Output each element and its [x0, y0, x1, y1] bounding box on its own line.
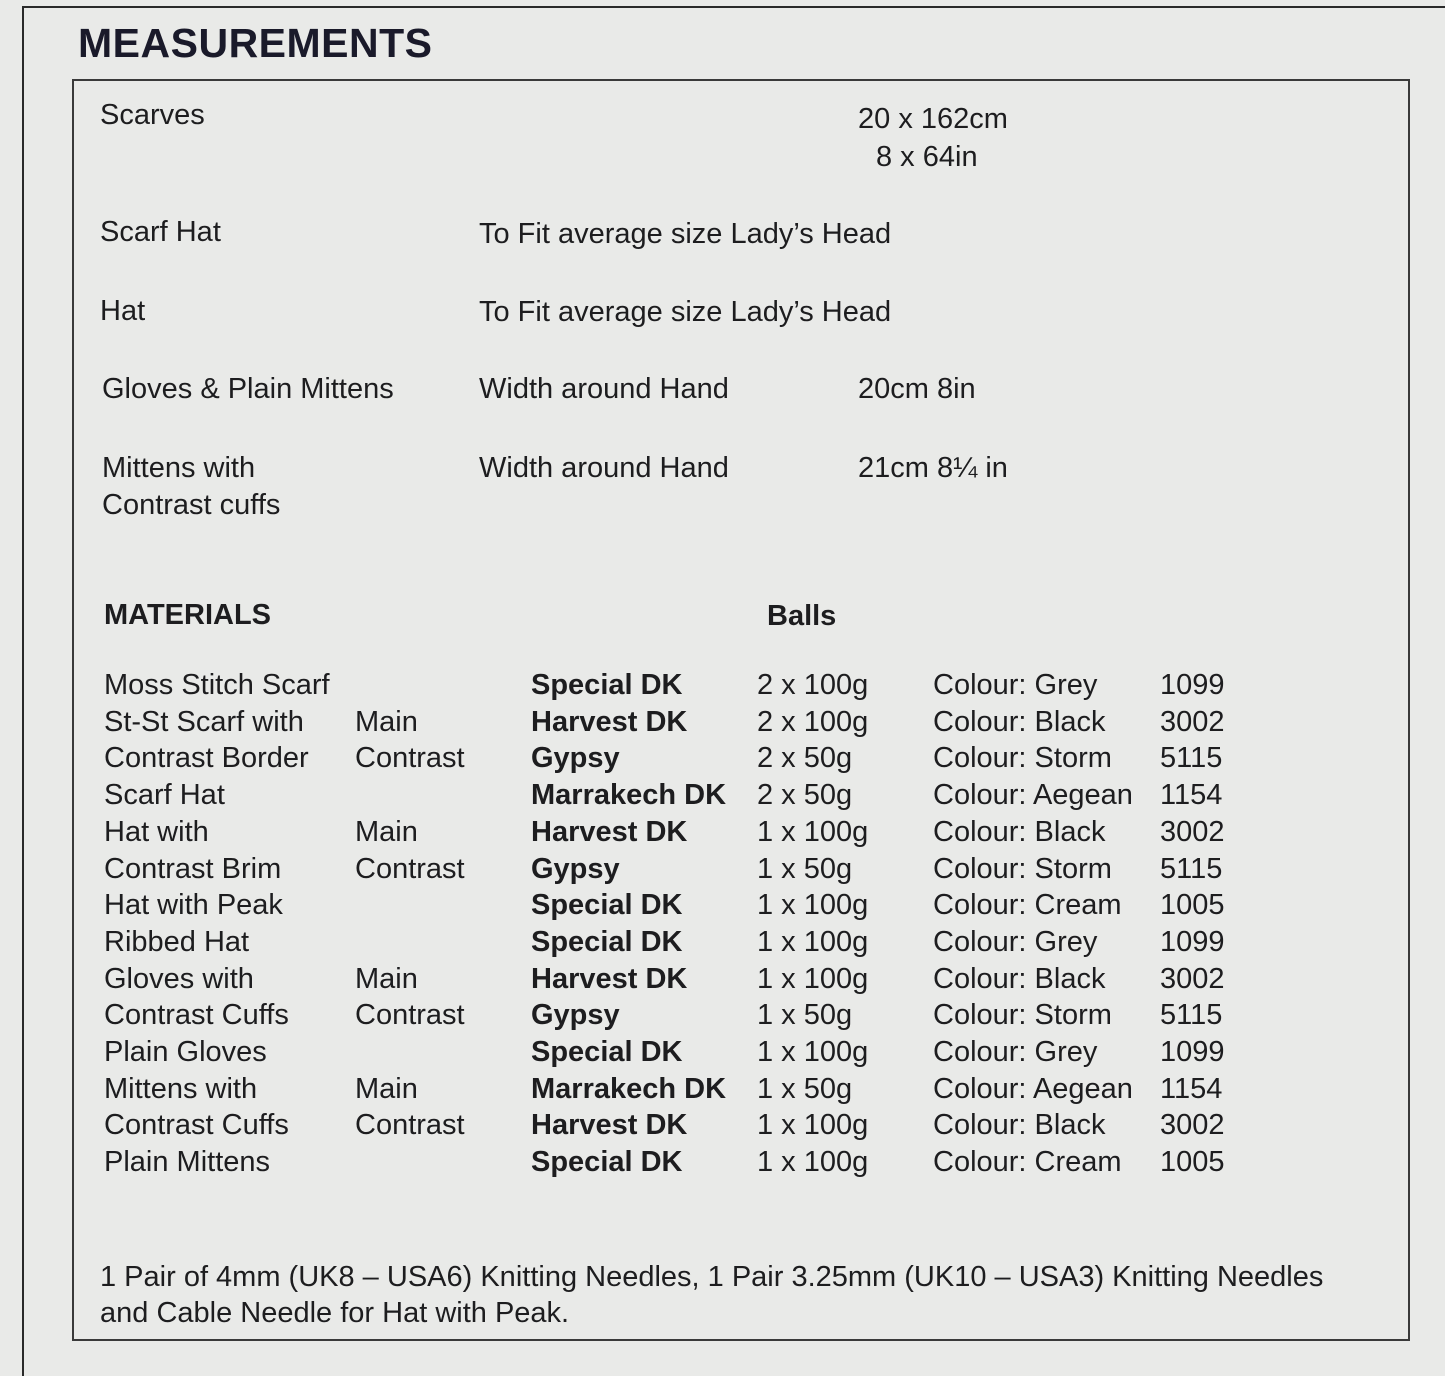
page-top-border — [22, 6, 1445, 8]
material-item: Contrast Border — [104, 742, 309, 774]
material-item: St-St Scarf with — [104, 706, 304, 738]
material-yarn: Harvest DK — [531, 1109, 688, 1141]
measurement-item-line2: Contrast cuffs — [102, 489, 281, 521]
material-quantity: 1 x 50g — [757, 999, 853, 1031]
measurement-desc: Width around Hand — [479, 452, 729, 484]
material-colour-code: 1099 — [1160, 926, 1225, 958]
needles-note: 1 Pair of 4mm (UK8 – USA6) Knitting Needles, 1 Pair 3.25mm (UK10 – USA3) Knitting Needles and Cable Needle for Hat with Peak. — [100, 1261, 1324, 1329]
material-role: Contrast — [355, 1109, 465, 1141]
material-quantity: 2 x 100g — [757, 706, 869, 738]
material-role: Main — [355, 706, 418, 738]
material-role: Main — [355, 963, 418, 995]
material-colour-code: 5115 — [1160, 999, 1223, 1031]
material-role: Main — [355, 1073, 418, 1105]
balls-heading: Balls — [767, 600, 837, 632]
material-item: Moss Stitch Scarf — [104, 669, 330, 701]
material-quantity: 1 x 100g — [757, 1146, 869, 1178]
material-yarn: Special DK — [531, 926, 683, 958]
material-quantity: 2 x 50g — [757, 779, 853, 811]
material-quantity: 1 x 100g — [757, 1109, 869, 1141]
measurement-desc: To Fit average size Lady’s Head — [479, 218, 892, 250]
material-colour-code: 1005 — [1160, 1146, 1225, 1178]
material-yarn: Marrakech DK — [531, 779, 727, 811]
material-yarn: Special DK — [531, 669, 683, 701]
material-colour-code: 3002 — [1160, 816, 1225, 848]
material-yarn: Gypsy — [531, 742, 620, 774]
material-role: Contrast — [355, 999, 465, 1031]
material-item: Ribbed Hat — [104, 926, 250, 958]
measurement-item: Scarves — [100, 99, 205, 131]
material-item: Contrast Brim — [104, 853, 282, 885]
material-yarn: Gypsy — [531, 853, 620, 885]
material-item: Scarf Hat — [104, 779, 225, 811]
material-quantity: 2 x 100g — [757, 669, 869, 701]
material-yarn: Gypsy — [531, 999, 620, 1031]
material-role: Main — [355, 816, 418, 848]
material-yarn: Harvest DK — [531, 706, 688, 738]
material-colour: Colour: Aegean — [933, 1073, 1133, 1105]
material-quantity: 1 x 100g — [757, 963, 869, 995]
material-yarn: Harvest DK — [531, 963, 688, 995]
material-role: Contrast — [355, 853, 465, 885]
material-item: Contrast Cuffs — [104, 999, 289, 1031]
material-item: Plain Gloves — [104, 1036, 267, 1068]
material-colour: Colour: Cream — [933, 1146, 1122, 1178]
page-left-border — [22, 6, 24, 1376]
measurement-item: Hat — [100, 295, 146, 327]
material-colour: Colour: Black — [933, 706, 1106, 738]
material-quantity: 1 x 50g — [757, 1073, 853, 1105]
material-colour-code: 1154 — [1160, 1073, 1223, 1105]
measurement-value: 20 x 162cm — [858, 103, 1008, 135]
material-item: Plain Mittens — [104, 1146, 271, 1178]
material-colour: Colour: Black — [933, 963, 1106, 995]
material-colour-code: 1099 — [1160, 1036, 1225, 1068]
material-colour: Colour: Black — [933, 1109, 1106, 1141]
material-item: Hat with — [104, 816, 209, 848]
material-yarn: Special DK — [531, 1146, 683, 1178]
material-colour-code: 3002 — [1160, 706, 1225, 738]
measurement-item: Mittens with — [102, 452, 256, 484]
material-colour-code: 3002 — [1160, 1109, 1225, 1141]
material-colour: Colour: Grey — [933, 926, 1098, 958]
material-quantity: 1 x 50g — [757, 853, 853, 885]
material-colour: Colour: Storm — [933, 742, 1112, 774]
material-item: Hat with Peak — [104, 889, 283, 921]
material-quantity: 1 x 100g — [757, 926, 869, 958]
material-yarn: Special DK — [531, 889, 683, 921]
material-quantity: 2 x 50g — [757, 742, 853, 774]
material-yarn: Special DK — [531, 1036, 683, 1068]
material-item: Contrast Cuffs — [104, 1109, 289, 1141]
measurement-value-imperial: 8 x 64in — [876, 141, 978, 173]
material-yarn: Marrakech DK — [531, 1073, 727, 1105]
material-colour-code: 1099 — [1160, 669, 1225, 701]
material-colour-code: 5115 — [1160, 853, 1223, 885]
material-colour: Colour: Storm — [933, 853, 1112, 885]
material-yarn: Harvest DK — [531, 816, 688, 848]
material-colour: Colour: Black — [933, 816, 1106, 848]
materials-heading: MATERIALS — [104, 599, 272, 631]
material-quantity: 1 x 100g — [757, 816, 869, 848]
page-title: MEASUREMENTS — [78, 20, 433, 66]
measurement-value: 20cm 8in — [858, 373, 976, 405]
material-colour: Colour: Storm — [933, 999, 1112, 1031]
measurement-value: 21cm 8¼ in — [858, 452, 1008, 484]
material-colour-code: 1154 — [1160, 779, 1223, 811]
material-colour-code: 1005 — [1160, 889, 1225, 921]
material-colour: Colour: Grey — [933, 669, 1098, 701]
material-quantity: 1 x 100g — [757, 1036, 869, 1068]
material-item: Mittens with — [104, 1073, 258, 1105]
measurement-desc: To Fit average size Lady’s Head — [479, 296, 892, 328]
material-quantity: 1 x 100g — [757, 889, 869, 921]
material-colour: Colour: Aegean — [933, 779, 1133, 811]
measurement-item: Gloves & Plain Mittens — [102, 373, 394, 405]
material-role: Contrast — [355, 742, 465, 774]
measurement-desc: Width around Hand — [479, 373, 729, 405]
measurement-item: Scarf Hat — [100, 216, 221, 248]
material-colour: Colour: Grey — [933, 1036, 1098, 1068]
material-colour-code: 3002 — [1160, 963, 1225, 995]
material-colour: Colour: Cream — [933, 889, 1122, 921]
material-item: Gloves with — [104, 963, 254, 995]
material-colour-code: 5115 — [1160, 742, 1223, 774]
